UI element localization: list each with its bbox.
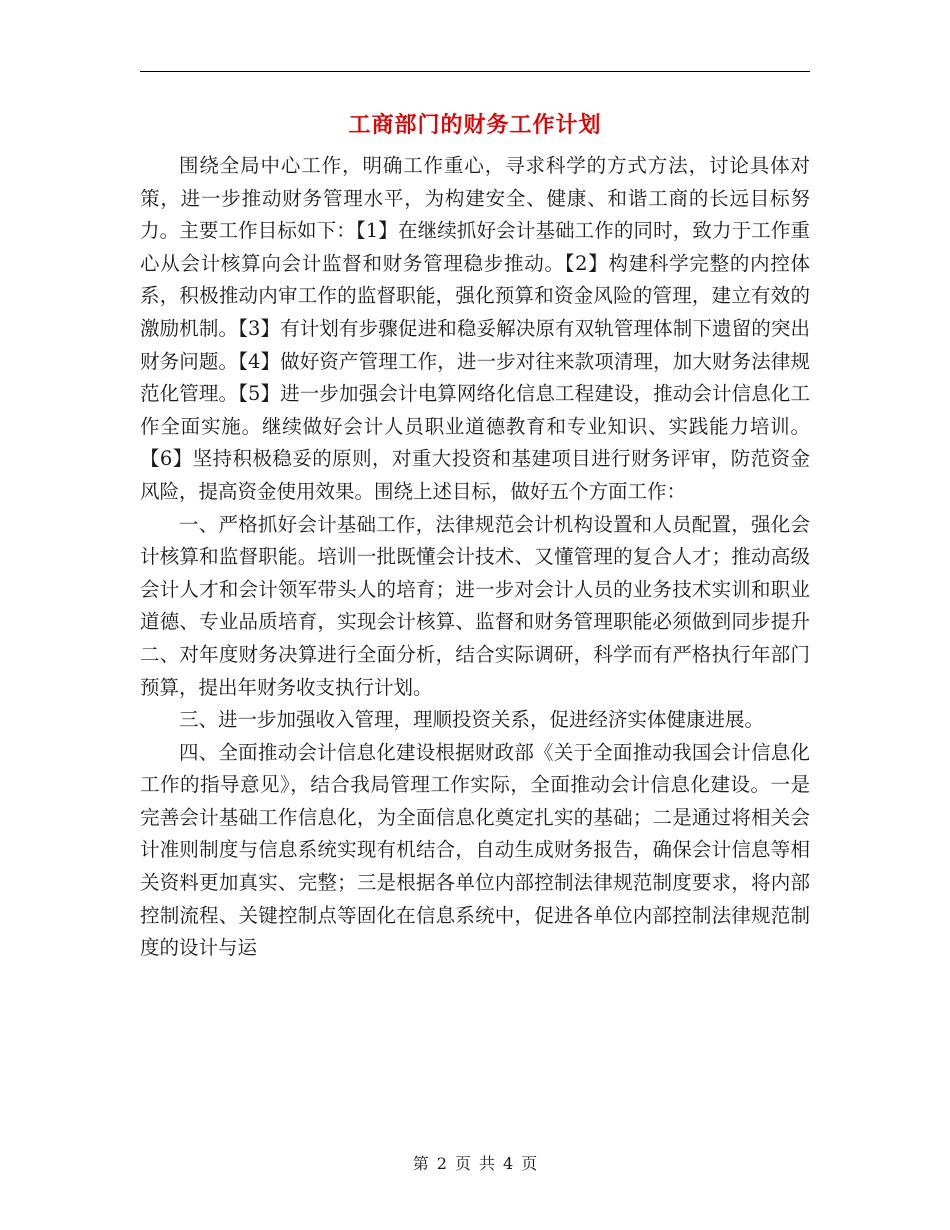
document-title: 工商部门的财务工作计划	[348, 112, 602, 138]
header-rule	[140, 71, 810, 72]
paragraph-item-3: 三、进一步加强收入管理，理顺投资关系，促进经济实体健康进展。	[179, 708, 765, 732]
current-page-number: 2	[436, 1154, 447, 1173]
paragraph-intro: 围绕全局中心工作，明确工作重心，寻求科学的方式方法，讨论具体对策，进一步推动财务管理水平，为构建安全、健康、和谐工商的长远目标努力。主要工作目标如下：【1】在继续抓好会计基础工作的同时，致力于工作重心从会计核算向会计监督和财务管理稳步推动。【2】构建科学完整的内控体系，积极推动内审工作的监督职能，强化预算和资金风险的管理，建立有效的激励机制。【3】有计划有步骤促进和稳妥解决原有双轨管理体制下遗留的突出财务问题。【4】做好资产管理工作，进一步对往来款项清理，加大财务法律规范化管理。【5】进一步加强会计电算网络化信息工程建设，推动会计信息化工作全面实施。继续做好会计人员职业道德教育和专业知识、实践能力培训。【6】坚持积极稳妥的原则，对重大投资和基建项目进行财务评审，防范资金风险，提高资金使用效果。围绕上述目标，做好五个方面工作：	[140, 154, 810, 503]
paragraph-item-4: 四、全面推动会计信息化建设根据财政部《关于全面推动我国会计信息化工作的指导意见》，结合我局管理工作实际，全面推动会计信息化建设。一是完善会计基础工作信息化，为全面信息化奠定扎实的基础；二是通过将相关会计准则制度与信息系统实现有机结合，自动生成财务报告，确保会计信息等相关资料更加真实、完整；三是根据各单位内部控制法律规范制度要求，将内部控制流程、关键控制点等固化在信息系统中，促进各单位内部控制法律规范制度的设计与运	[140, 740, 810, 960]
footer-ye: 页	[454, 1154, 471, 1173]
paragraph-item-1: 一、严格抓好会计基础工作，法律规范会计机构设置和人员配置，强化会计核算和监督职能。培训一批既懂会计技术、又懂管理的复合人才；推动高级会计人才和会计领军带头人的培育；进一步对会计人员的业务技术实训和职业道德、专业品质培育，实现会计核算、监督和财务管理职能必须做到同步提升二、对年度财务决算进行全面分析，结合实际调研，科学而有严格执行年部门预算，提出年财务收支执行计划。	[140, 512, 810, 699]
page-footer	[0, 1152, 950, 1176]
footer-ye-2: 页	[521, 1154, 538, 1173]
document-body	[140, 150, 810, 965]
footer-gong: 共	[479, 1154, 496, 1173]
total-page-count: 4	[503, 1154, 514, 1173]
footer-di: 第	[412, 1154, 429, 1173]
